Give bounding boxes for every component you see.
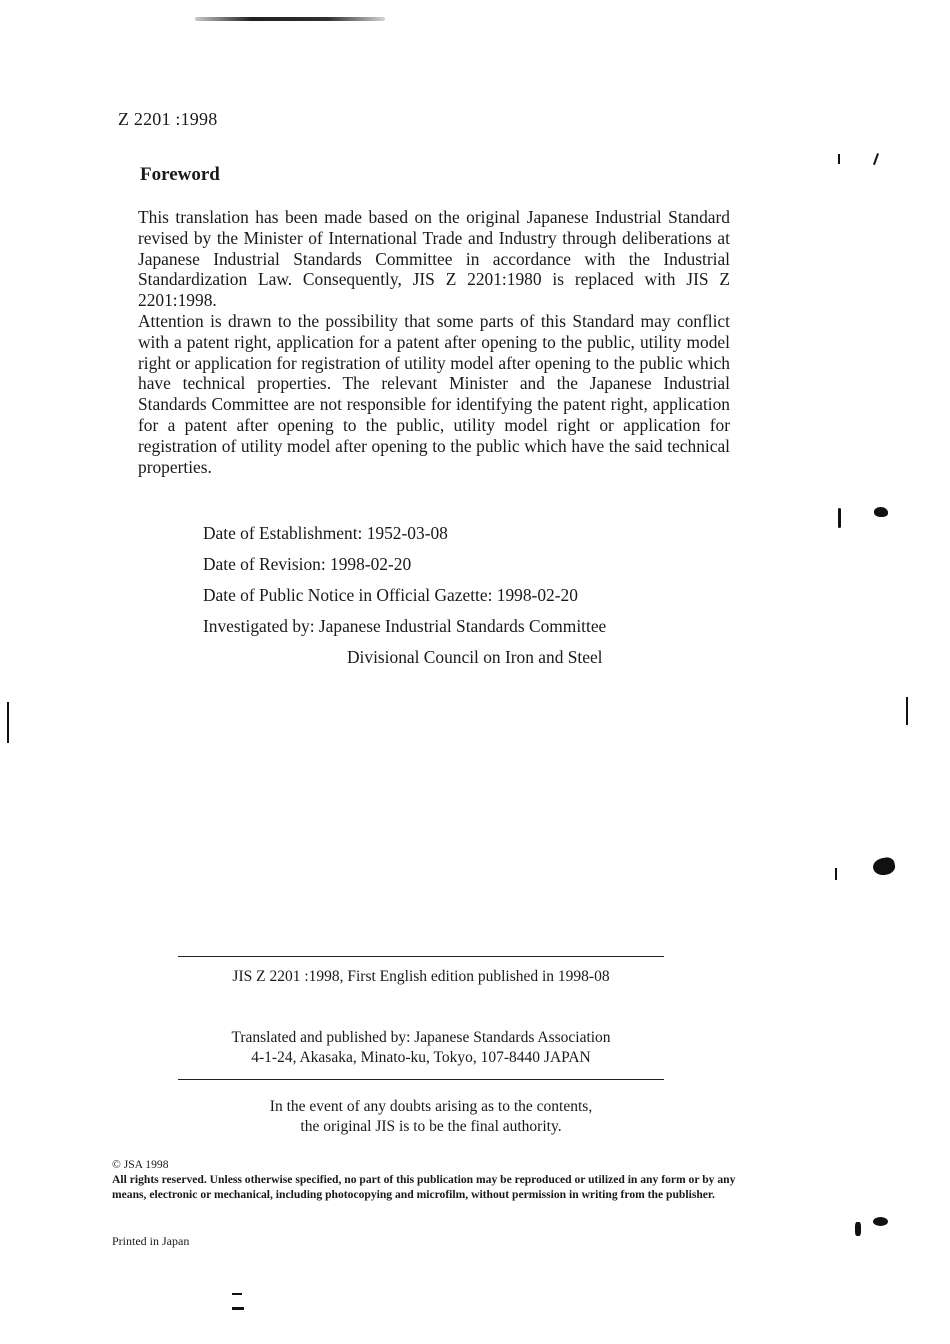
scan-mark [873,153,879,165]
date-revision: Date of Revision: 1998-02-20 [203,554,412,574]
ink-blot [871,856,896,877]
copyright-block [112,1157,752,1202]
foreword-paragraph-translation: This translation has been made based on the original Japanese Industrial Standard revised by the Minister of International Trade and Industry through deliberations at Japanese Industrial Standards Committee in accordance with the Industrial Standardization Law. Consequently, JIS Z 2201:1980 is replaced with JIS Z 2201:1998. [138,207,730,311]
divider-top [178,956,664,957]
printed-in: Printed in Japan [112,1234,190,1248]
scan-mark [232,1307,244,1310]
scan-mark [838,154,840,164]
edition-line: JIS Z 2201 :1998, First English edition published in 1998-08 [232,968,610,985]
foreword-body [138,207,730,477]
ink-blot [874,507,888,517]
scan-mark [906,697,908,725]
copyright-notice: © JSA 1998 [112,1158,169,1171]
divisional-council: Divisional Council on Iron and Steel [347,647,603,667]
divider-bottom [178,1079,664,1080]
scan-mark [838,508,841,528]
scan-mark [7,702,9,743]
authority-line-1: In the event of any doubts arising as to the contents, [269,1098,593,1115]
dates-block [203,522,606,677]
ink-blot [873,1217,888,1226]
publisher-block [178,1028,664,1068]
investigated-by: Investigated by: Japanese Industrial Standards Committee [203,616,607,636]
date-public-notice: Date of Public Notice in Official Gazette: 1998-02-20 [203,585,578,605]
publisher-name: Translated and published by: Japanese Standards Association [231,1029,611,1046]
scan-mark [232,1293,242,1295]
document-number: Z 2201 :1998 [118,109,218,129]
ink-blot [855,1222,861,1236]
authority-note [178,1097,684,1137]
foreword-paragraph-patent: Attention is drawn to the possibility that some parts of this Standard may conflict with a patent right, application for a patent after opening to the public, utility model right or application for registration of utility model after opening to the public which have technical properties. The relevant Minister and the Japanese Industrial Standards Committee are not responsible for identifying the patent right, application for a patent after opening to the public, utility model right or application for registration of utility model after opening to the public which have the said technical properties. [138,310,730,477]
rights-statement: All rights reserved. Unless otherwise specified, no part of this publication may be reproduced or utilized in any form or by any means, electronic or mechanical, including photocopying and microfilm, without permission in writing from the publisher. [112,1173,736,1201]
scan-artifact-streak [195,17,385,21]
authority-line-2: the original JIS is to be the final authority. [300,1118,562,1135]
date-establishment: Date of Establishment: 1952-03-08 [203,523,448,543]
publisher-address: 4-1-24, Akasaka, Minato-ku, Tokyo, 107-8440 JAPAN [251,1049,591,1066]
scan-mark [835,868,837,880]
foreword-heading: Foreword [140,164,220,185]
